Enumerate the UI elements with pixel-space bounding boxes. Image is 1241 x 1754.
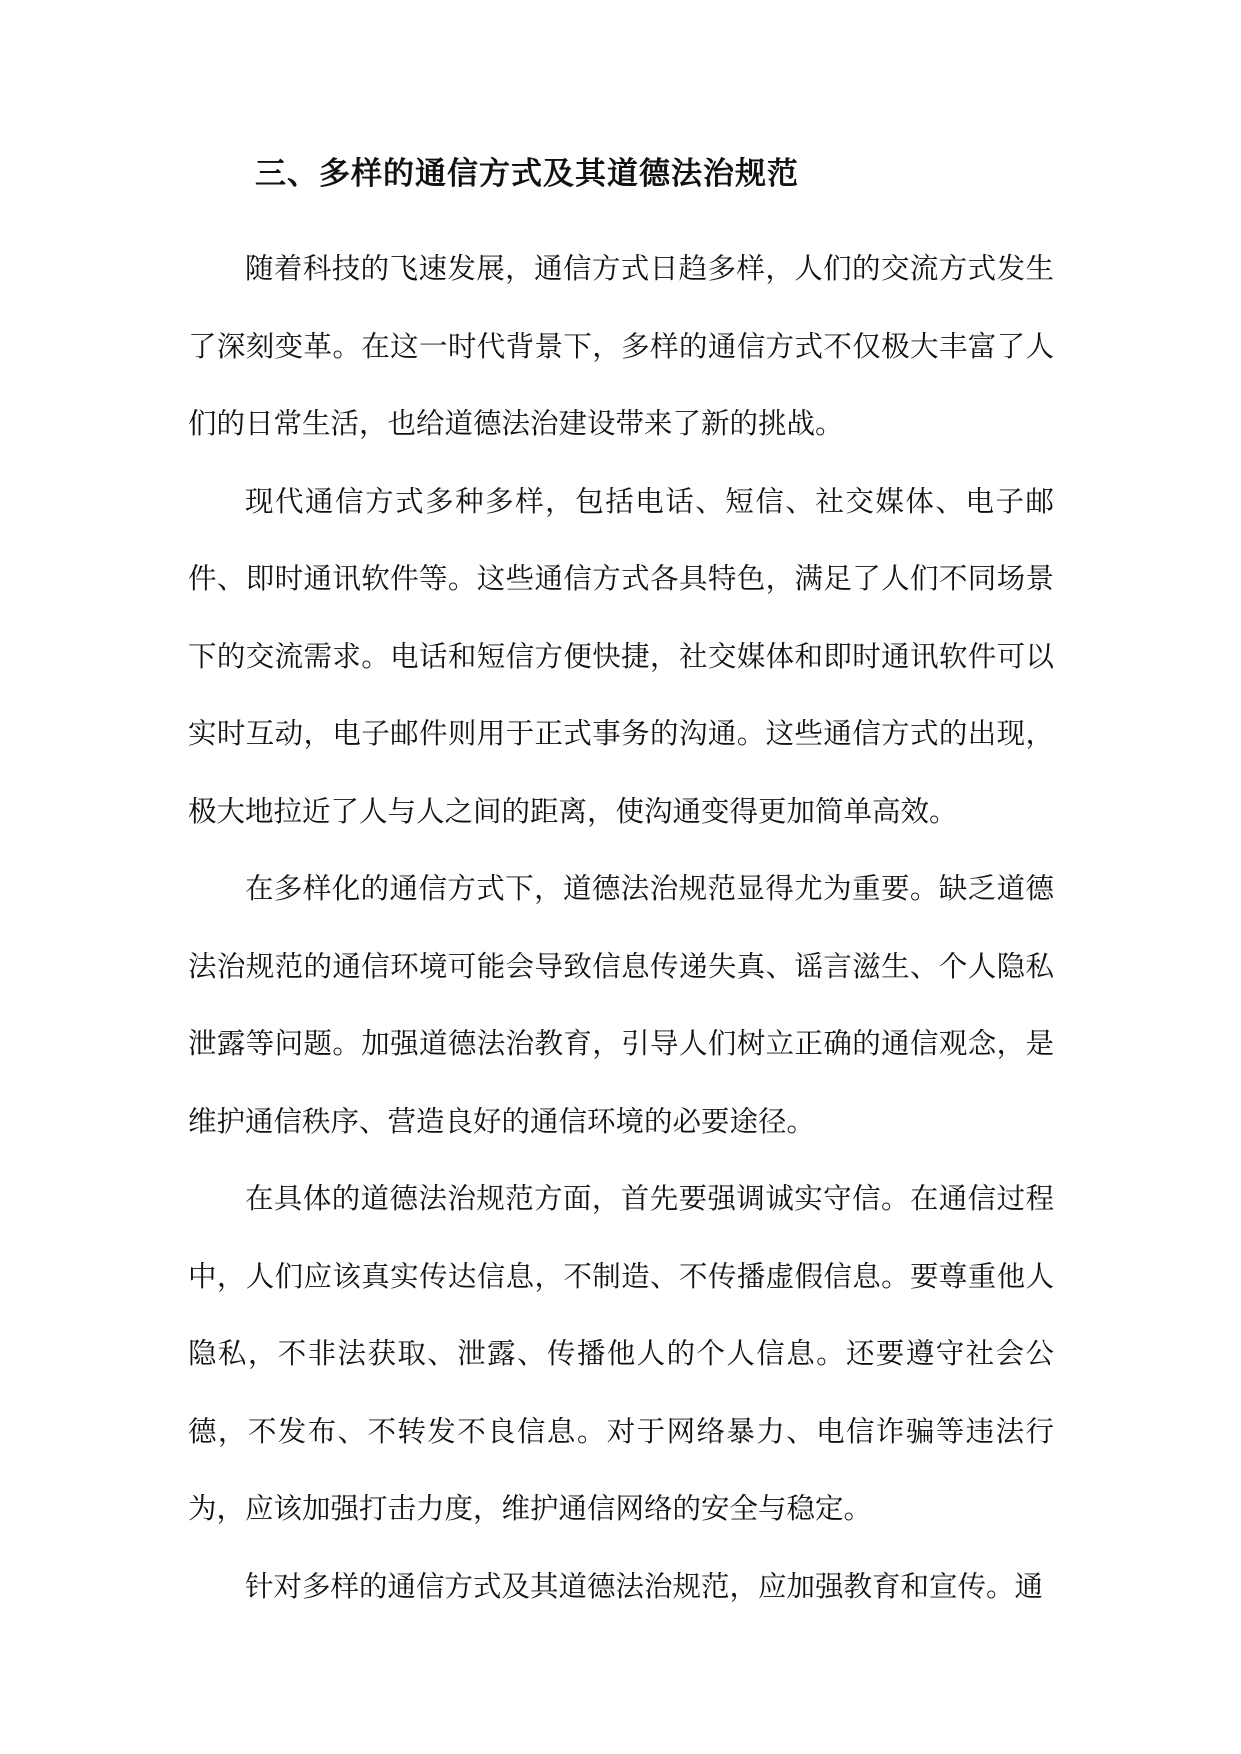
section-heading: 三、多样的通信方式及其道德法治规范 bbox=[255, 156, 799, 192]
body-text bbox=[188, 230, 1054, 1625]
paragraph-2: 现代通信方式多种多样，包括电话、短信、社交媒体、电子邮件、即时通讯软件等。这些通信方式各具特色，满足了人们不同场景下的交流需求。电话和短信方便快捷，社交媒体和即时通讯软件可以实时互动，电子邮件则用于正式事务的沟通。这些通信方式的出现，极大地拉近了人与人之间的距离，使沟通变得更加简单高效。 bbox=[188, 484, 1054, 828]
paragraph-1: 随着科技的飞速发展，通信方式日趋多样，人们的交流方式发生了深刻变革。在这一时代背景下，多样的通信方式不仅极大丰富了人们的日常生活，也给道德法治建设带来了新的挑战。 bbox=[188, 252, 1054, 440]
paragraph-4: 在具体的道德法治规范方面，首先要强调诚实守信。在通信过程中，人们应该真实传达信息，不制造、不传播虚假信息。要尊重他人隐私，不非法获取、泄露、传播他人的个人信息。还要遵守社会公德，不发布、不转发不良信息。对于网络暴力、电信诈骗等违法行为，应该加强打击力度，维护通信网络的安全与稳定。 bbox=[188, 1182, 1054, 1525]
paragraph-3: 在多样化的通信方式下，道德法治规范显得尤为重要。缺乏道德法治规范的通信环境可能会导致信息传递失真、谣言滋生、个人隐私泄露等问题。加强道德法治教育，引导人们树立正确的通信观念，是维护通信秩序、营造良好的通信环境的必要途径。 bbox=[188, 872, 1054, 1138]
paragraph-5: 针对多样的通信方式及其道德法治规范，应加强教育和宣传。通 bbox=[245, 1569, 1044, 1603]
